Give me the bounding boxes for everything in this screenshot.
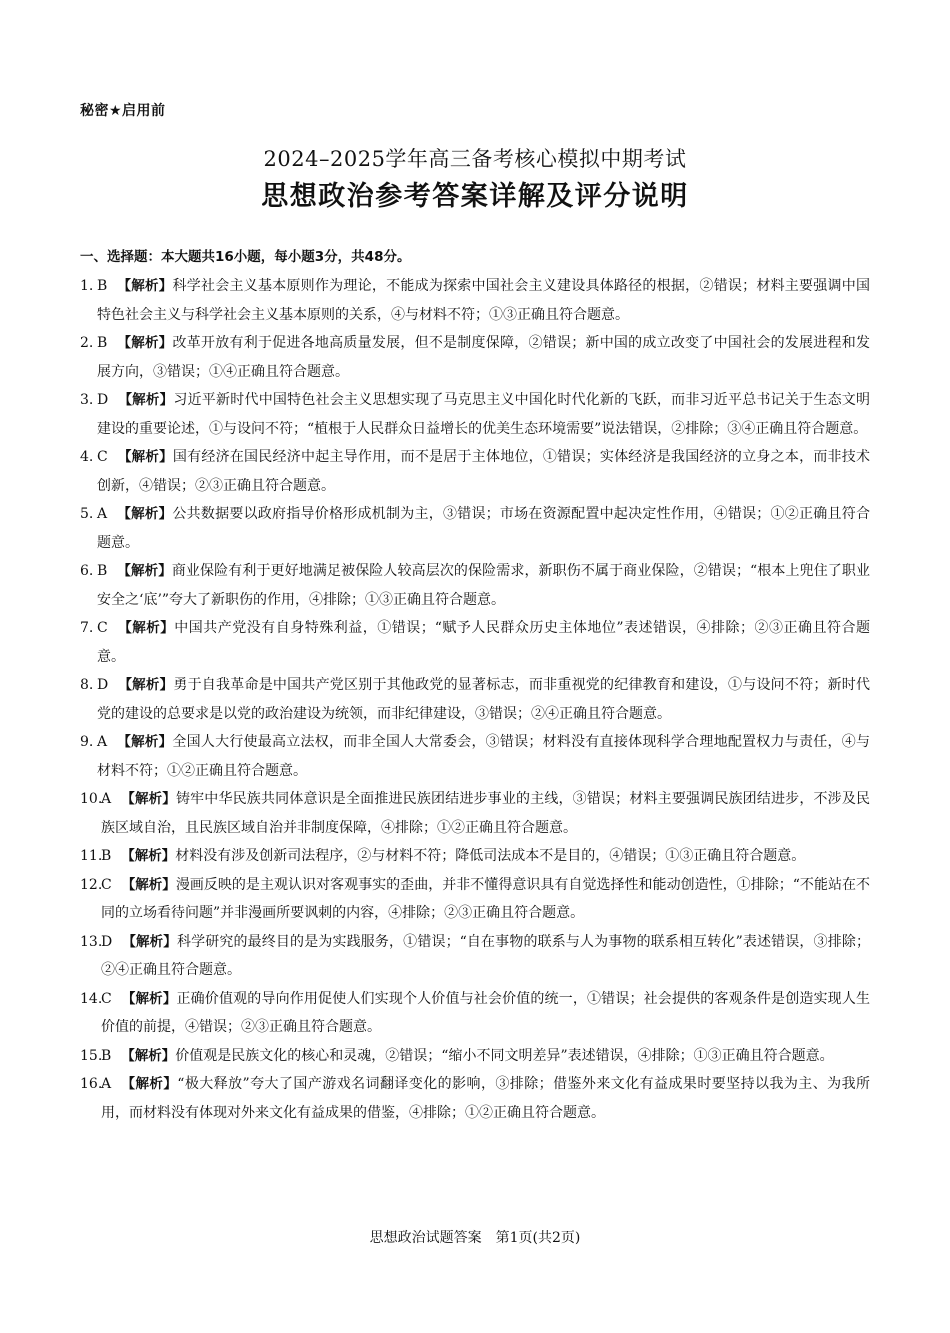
question-number: 11. [80, 848, 103, 864]
answer-item [80, 443, 870, 500]
analysis-tag: 【解析】 [121, 1047, 176, 1064]
analysis-tag: 【解析】 [121, 791, 176, 807]
answer-item [80, 671, 870, 728]
question-number: 5. [80, 506, 94, 522]
analysis-text: 国有经济在国民经济中起主导作用，而不是居于主体地位，①错误；实体经济是我国经济的立身之本，而非技术创新，④错误；②③正确且符合题意。 [97, 449, 871, 494]
page-footer: 思想政治试题答案 第1页(共2页) [369, 1230, 581, 1246]
analysis-text: 正确价值观的导向作用促使人们实现个人价值与社会价值的统一，①错误；社会提供的客观条件是创造实现人生价值的前提，④错误；②③正确且符合题意。 [101, 990, 870, 1035]
answer-list [80, 272, 870, 1127]
analysis-tag: 【解析】 [117, 506, 173, 522]
analysis-text: 铸牢中华民族共同体意识是全面推进民族团结进步事业的主线，③错误；材料主要强调民族团结进步，不涉及民族区域自治，且民族区域自治并非制度保障，④排除；①②正确且符合题意。 [101, 791, 871, 836]
answer-letter: C [97, 449, 108, 465]
answer-letter: A [97, 506, 108, 522]
question-number: 16. [80, 1076, 103, 1092]
analysis-tag: 【解析】 [121, 848, 176, 864]
question-number: 12. [80, 876, 103, 893]
answer-item [80, 1042, 870, 1071]
answer-letter: B [101, 848, 112, 864]
answer-item [80, 1070, 870, 1127]
analysis-text: 漫画反映的是主观认识对客观事实的歪曲，并非不懂得意识具有自觉选择性和能动创造性，①排除；“不能站在不同的立场看待问题”并非漫画所要讽刺的内容，④排除；②③正确且符合题意。 [101, 876, 871, 921]
question-number: 15. [80, 1047, 103, 1064]
analysis-text: 勇于自我革命是中国共产党区别于其他政党的显著标志，而非重视党的纪律教育和建设，①与设问不符；新时代党的建设的总要求是以党的政治建设为统领，而非纪律建设，③错误；②④正确且符合题意。 [97, 677, 871, 722]
question-number: 7. [80, 620, 94, 636]
analysis-tag: 【解析】 [122, 933, 177, 950]
answer-item [80, 985, 870, 1042]
analysis-text: 商业保险有利于更好地满足被保险人较高层次的保险需求，新职伤不属于商业保险，②错误；“根本上兜住了职业安全之‘底’”夸大了新职伤的作用，④排除；①③正确且符合题意。 [97, 563, 871, 608]
analysis-text: 科学社会主义基本原则作为理论，不能成为探索中国社会主义建设具体路径的根据，②错误；材料主要强调中国特色社会主义与科学社会主义基本原则的关系，④与材料不符；①③正确且符合题意。 [97, 278, 871, 323]
question-number: 14. [80, 990, 103, 1007]
analysis-tag: 【解析】 [118, 677, 174, 693]
analysis-tag: 【解析】 [117, 335, 173, 351]
question-number: 2. [80, 335, 94, 351]
question-number: 10. [80, 791, 103, 807]
analysis-tag: 【解析】 [121, 1076, 178, 1092]
answer-item [80, 842, 870, 871]
answer-letter: C [97, 620, 108, 636]
confidential-label: 秘密★启用前 [80, 103, 166, 119]
question-number: 6. [80, 563, 94, 579]
analysis-text: 科学研究的最终目的是为实践服务，①错误；“自在事物的联系与人为事物的联系相互转化”表述错误，③排除；②④正确且符合题意。 [101, 933, 870, 978]
analysis-tag: 【解析】 [117, 449, 173, 465]
analysis-text: 习近平新时代中国特色社会主义思想实现了马克思主义中国化时代化新的飞跃，而非习近平总书记关于生态文明建设的重要论述，①与设问不符；“植根于人民群众日益增长的优美生态环境需要”说法错误，②排除；③④正确且符合题意。 [97, 392, 871, 437]
analysis-text: 改革开放有利于促进各地高质量发展，但不是制度保障，②错误；新中国的成立改变了中国社会的发展进程和发展方向，③错误；①④正确且符合题意。 [97, 335, 871, 380]
answer-letter: A [97, 734, 108, 750]
question-number: 8. [80, 677, 94, 693]
answer-letter: C [101, 990, 112, 1007]
analysis-tag: 【解析】 [117, 620, 175, 636]
analysis-text: 公共数据要以政府指导价格形成机制为主，③错误；市场在资源配置中起决定性作用，④错误；①②正确且符合题意。 [97, 506, 871, 551]
answer-letter: B [97, 563, 108, 579]
answer-item [80, 871, 870, 928]
answer-letter: C [101, 876, 112, 893]
question-number: 3. [80, 392, 94, 408]
exam-title: 2024–2025学年高三备考核心模拟中期考试 [263, 147, 687, 171]
analysis-text: 价值观是民族文化的核心和灵魂，②错误；“缩小不同文明差异”表述错误，④排除；①③正确且符合题意。 [175, 1047, 834, 1064]
analysis-text: 中国共产党没有自身特殊利益，①错误；“赋予人民群众历史主体地位”表述错误，④排除；②③正确且符合题意。 [97, 620, 871, 665]
answer-item [80, 329, 870, 386]
answer-letter: B [97, 335, 108, 351]
answer-item [80, 614, 870, 671]
analysis-tag: 【解析】 [117, 734, 173, 750]
answer-item [80, 728, 870, 785]
analysis-text: 材料没有涉及创新司法程序，②与材料不符；降低司法成本不是目的，④错误；①③正确且符合题意。 [175, 848, 806, 864]
answer-item [80, 928, 870, 985]
question-number: 13. [80, 933, 103, 950]
analysis-tag: 【解析】 [117, 563, 172, 579]
analysis-text: 全国人大行使最高立法权，而非全国人大常委会，③错误；材料没有直接体现科学合理地配置权力与责任，④与材料不符；①②正确且符合题意。 [97, 734, 871, 779]
answer-letter: A [101, 1076, 112, 1092]
answer-letter: D [97, 392, 109, 408]
answer-item [80, 272, 870, 329]
analysis-tag: 【解析】 [121, 990, 177, 1007]
answer-item [80, 386, 870, 443]
question-number: 1. [80, 278, 94, 294]
document-title: 思想政治参考答案详解及评分说明 [261, 181, 689, 212]
answer-letter: D [101, 933, 113, 950]
answer-letter: B [101, 1047, 112, 1064]
answer-item [80, 500, 870, 557]
analysis-text: “极大释放”夸大了国产游戏名词翻译变化的影响，③排除；借鉴外来文化有益成果时要坚持以我为主、为我所用，而材料没有体现对外来文化有益成果的借鉴，④排除；①②正确且符合题意。 [101, 1076, 871, 1121]
answer-letter: A [101, 791, 112, 807]
answer-item [80, 557, 870, 614]
answer-item [80, 785, 870, 842]
analysis-tag: 【解析】 [117, 278, 173, 294]
answer-letter: B [97, 278, 108, 294]
analysis-tag: 【解析】 [121, 876, 176, 893]
answer-letter: D [97, 677, 109, 693]
analysis-tag: 【解析】 [118, 392, 174, 408]
question-number: 9. [80, 734, 94, 750]
section-heading: 一、选择题：本大题共16小题，每小题3分，共48分。 [80, 249, 411, 265]
question-number: 4. [80, 449, 94, 465]
